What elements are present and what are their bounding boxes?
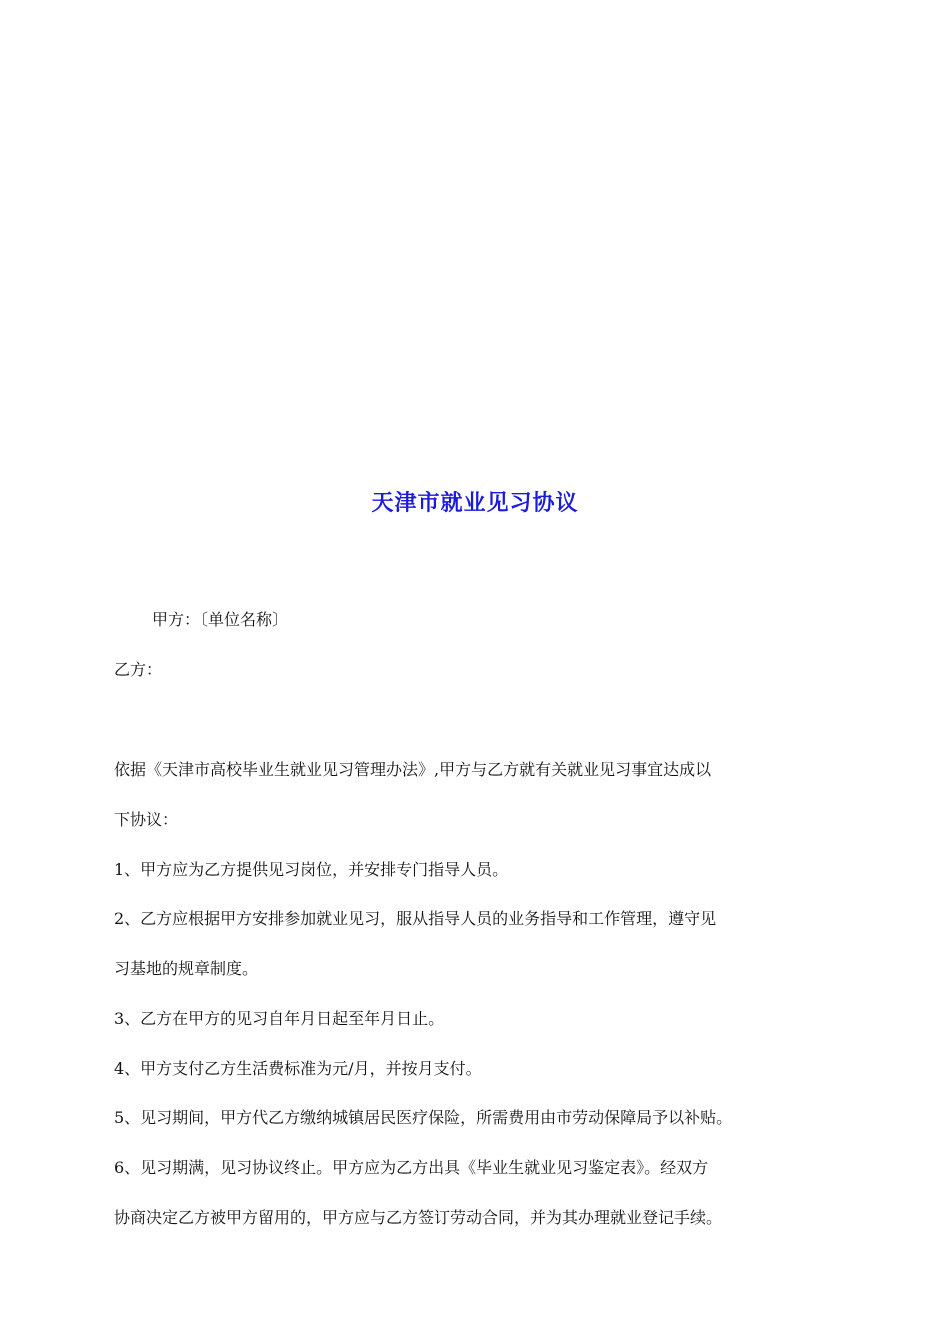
clause-4: 4、甲方支付乙方生活费标准为元/月，并按月支付。	[114, 1059, 482, 1078]
clause-6-line-1: 6、见习期满，见习协议终止。甲方应为乙方出具《毕业生就业见习鉴定表》。经双方	[114, 1158, 709, 1177]
party-a-line: 甲方：〔单位名称〕	[152, 610, 289, 629]
party-b-line: 乙方：	[114, 660, 163, 679]
clause-3: 3、乙方在甲方的见习自年月日起至年月日止。	[114, 1009, 445, 1028]
clause-5: 5、见习期间，甲方代乙方缴纳城镇居民医疗保险，所需费用由市劳动保障局予以补贴。	[114, 1108, 733, 1127]
clause-6-line-2: 协商决定乙方被甲方留用的，甲方应与乙方签订劳动合同，并为其办理就业登记手续。	[114, 1208, 723, 1227]
clause-2-line-2: 习基地的规章制度。	[114, 959, 259, 978]
intro-line-2: 下协议：	[114, 810, 179, 829]
clause-2-line-1: 2、乙方应根据甲方安排参加就业见习，服从指导人员的业务指导和工作管理，遵守见	[114, 909, 717, 928]
document-title: 天津市就业见习协议	[371, 490, 579, 516]
clause-1: 1、甲方应为乙方提供见习岗位，并安排专门指导人员。	[114, 860, 509, 879]
intro-line-1: 依据《天津市高校毕业生就业见习管理办法》,甲方与乙方就有关就业见习事宜达成以	[114, 760, 712, 779]
